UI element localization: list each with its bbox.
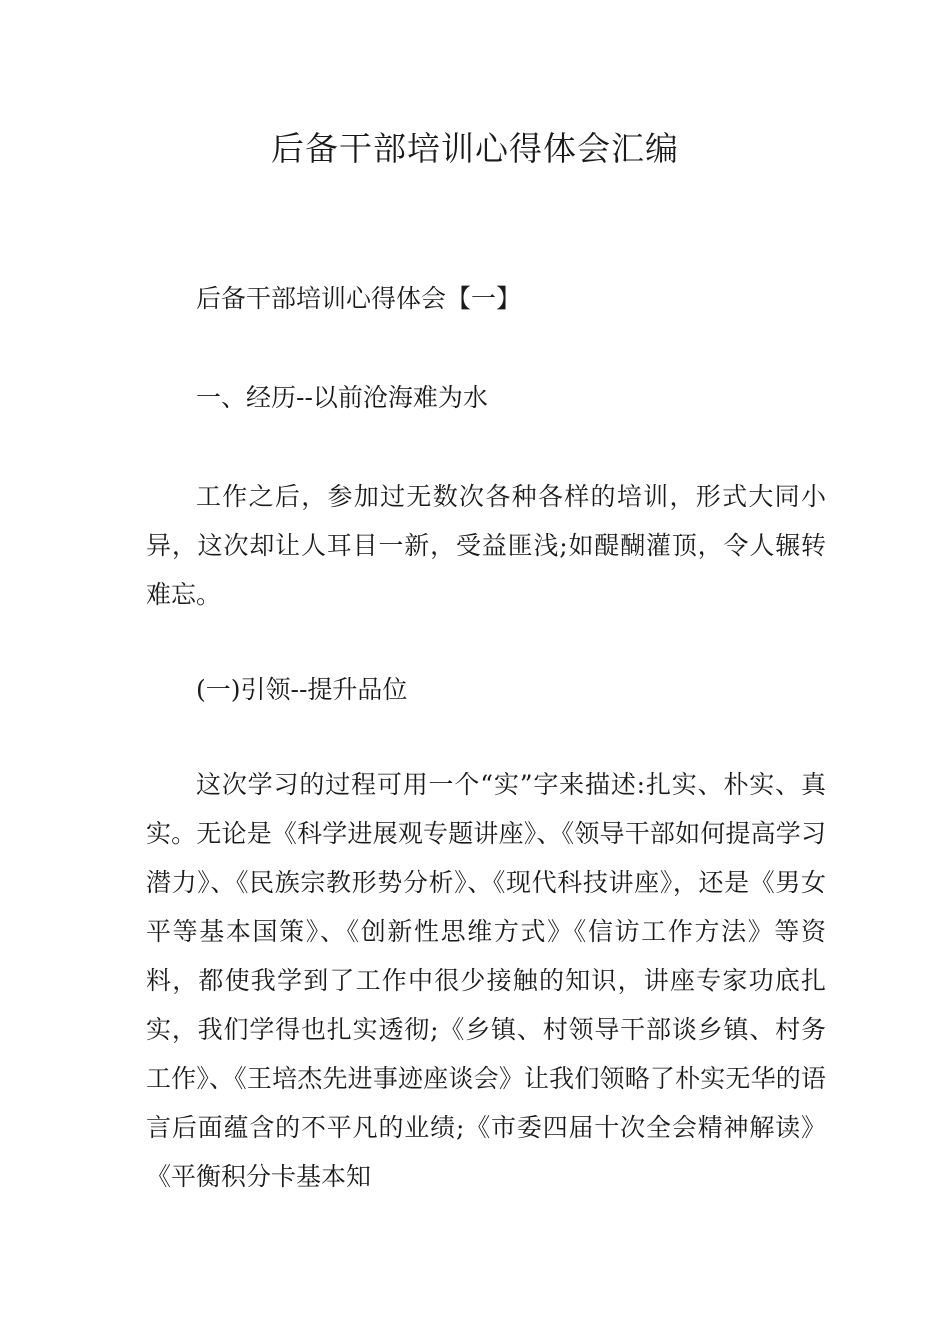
- heading-experience: 一、经历--以前沧海难为水: [196, 383, 488, 412]
- document-title: 后备干部培训心得体会汇编: [271, 129, 679, 168]
- spacer: [146, 714, 826, 760]
- heading-guidance: (一)引领--提升品位: [196, 675, 408, 704]
- paragraph-learning: 这次学习的过程可用一个“实”字来描述:扎实、朴实、真实。无论是《科学进展观专题讲座》、《领导干部如何提高学习潜力》、《民族宗教形势分析》、《现代科技讲座》，还是《男女平等基本国策》、《创新性思维方式》《信访工作方法》等资料，都使我学到了工作中很少接触的知识，讲座专家功底扎实，我们学得也扎实透彻;《乡镇、村领导干部谈乡镇、村务工作》、《王培杰先进事迹座谈会》让我们领略了朴实无华的语言后面蕴含的不平凡的业绩;《市委四届十次全会精神解读》《平衡积分卡基本知: [146, 770, 826, 1191]
- section-title: 后备干部培训心得体会【一】: [196, 284, 522, 313]
- spacer: [146, 422, 826, 472]
- spacer: [146, 323, 826, 373]
- document-body: [146, 274, 826, 1201]
- paragraph-intro: 工作之后，参加过无数次各种各样的培训，形式大同小异，这次却让人耳目一新，受益匪浅;如醍醐灌顶，令人辗转难忘。: [146, 482, 826, 609]
- spacer: [146, 619, 826, 665]
